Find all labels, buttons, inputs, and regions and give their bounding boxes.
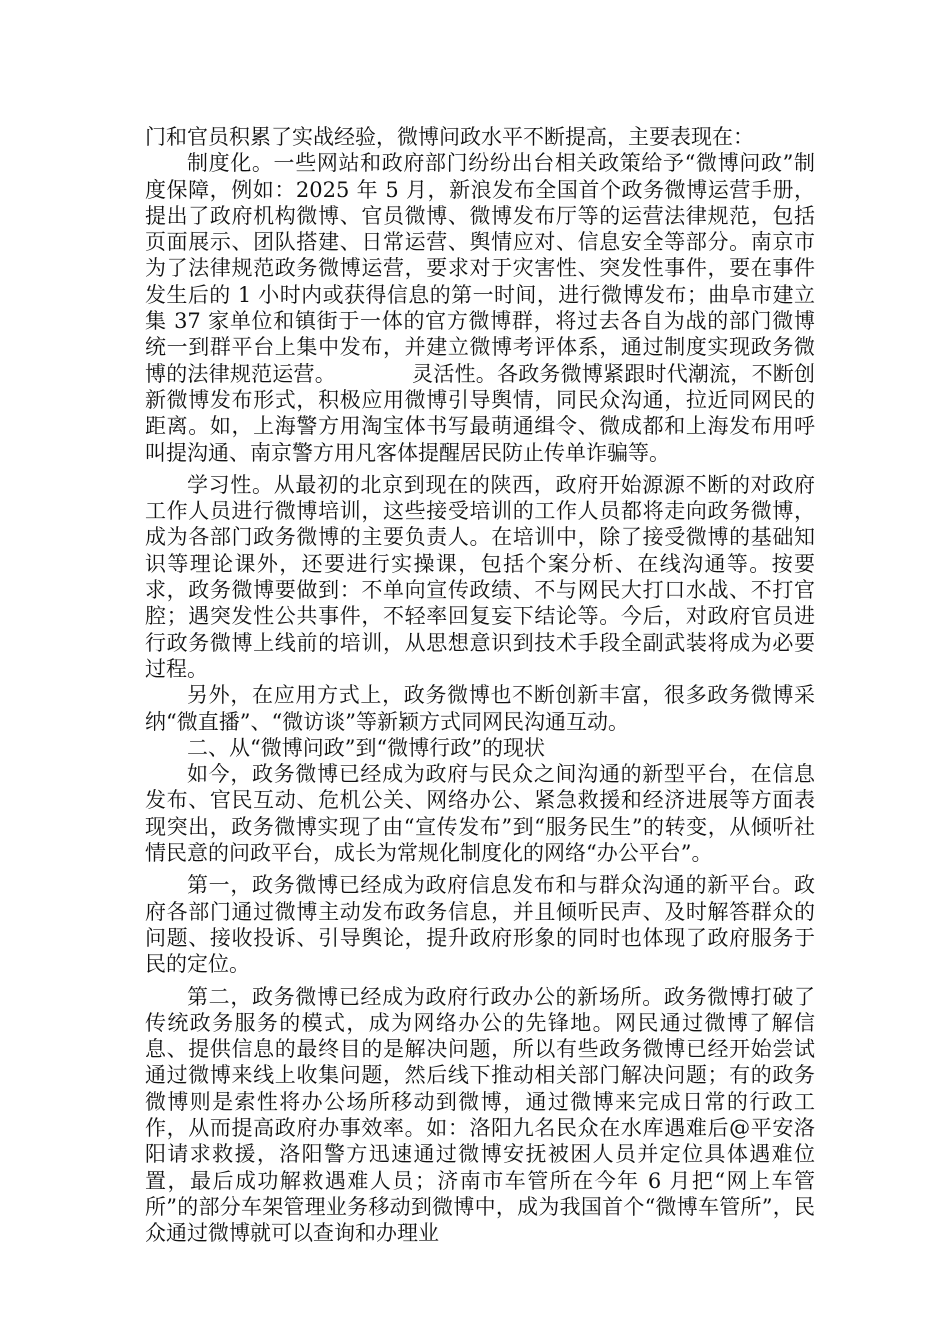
section-heading-2: 二、从“微博问政”到“微博行政”的现状 xyxy=(187,735,545,760)
paragraph-institutionalization-text: 制度化。一些网站和政府部门纷纷出台相关政策给予“微博问政”制度保障，例如：2025 年 5 月，新浪发布全国首个政务微博运营手册，提出了政府机构微博、官员微博、微博发布厅等的运营法律规范，包括页面展示、团队搭建、日常运营、舆情应对、信息安全等部分。南京市为了法律规范政务微博运营，要求对于灾害性、突发性事件，要在事件发生后的 1 小时内或获得信息的第一时间，进行微博发布；曲阜市建立集 37 家单位和镇街于一体的官方微博群，将过去各自为战的部门微博统一到群平台上集中发布，并建立微博考评体系，通过制度实现政务微博的法律规范运营。 xyxy=(145,151,815,386)
paragraph-second: 第二，政务微博已经成为政府行政办公的新场所。政务微博打破了传统政务服务的模式，成为网络办公的先锋地。网民通过微博了解信息、提供信息的最终目的是解决问题，所以有些政务微博已经开始尝试通过微博来线上收集问题，然后线下推动相关部门解决问题；有的政务微博则是索性将办公场所移动到微博，通过微博来完成日常的行政工作，从而提高政府办事效率。如：洛阳九名民众在水库遇难后@平安洛阳请求救援，洛阳警方迅速通过微博安抚被困人员并定位具体遇难位置，最后成功解救遇难人员；济南市车管所在今年 6 月把“网上车管所”的部分车架管理业务移动到微博中，成为我国首个“微博车管所”，民众通过微博就可以查询和办理业 xyxy=(145,984,815,1246)
paragraph-learning: 学习性。从最初的北京到现在的陕西，政府开始源源不断的对政府工作人员进行微博培训，这些接受培训的工作人员都将走向政务微博，成为各部门政务微博的主要负责人。在培训中，除了接受微博的基础知识等理论课外，还要进行实操课，包括个案分析、在线沟通等。按要求，政务微博要做到：不单向宣传政绩、不与网民大打口水战、不打官腔；遇突发性公共事件，不轻率回复妄下结论等。今后，对政府官员进行政务微博上线前的培训，从思想意识到技术手段全副武装将成为必要过程。 xyxy=(145,472,815,681)
paragraph-first: 第一，政务微博已经成为政府信息发布和与群众沟通的新平台。政府各部门通过微博主动发布政务信息，并且倾听民声、及时解答群众的问题、接收投诉、引导舆论，提升政府形象的同时也体现了政府服务于民的定位。 xyxy=(145,873,815,977)
paragraph-intro: 门和官员积累了实战经验，微博问政水平不断提高，主要表现在： xyxy=(145,125,754,149)
paragraph-current-status: 如今，政务微博已经成为政府与民众之间沟通的新型平台，在信息发布、官民互动、危机公关、网络办公、紧急救援和经济进展等方面表现突出，政务微博实现了由“宣传发布”到“服务民生”的转变，从倾听社情民意的问政平台，成长为常规化制度化的网络“办公平台”。 xyxy=(145,762,815,866)
document-body xyxy=(145,124,815,1246)
paragraph-institutionalization xyxy=(145,150,815,466)
paragraph-flexibility-text: 灵活性。各政务微博紧跟时代潮流，不断创新微博发布形式，积极应用微博引导舆情，同民众沟通，拉近同网民的距离。如，上海警方用淘宝体书写最萌通缉令、微成都和上海发布用呼叫提沟通、南京警方用凡客体提醒居民防止传单诈骗等。 xyxy=(145,361,816,465)
paragraph-application: 另外，在应用方式上，政务微博也不断创新丰富，很多政务微博采纳“微直播”、“微访谈”等新颖方式同网民沟通互动。 xyxy=(145,683,815,734)
